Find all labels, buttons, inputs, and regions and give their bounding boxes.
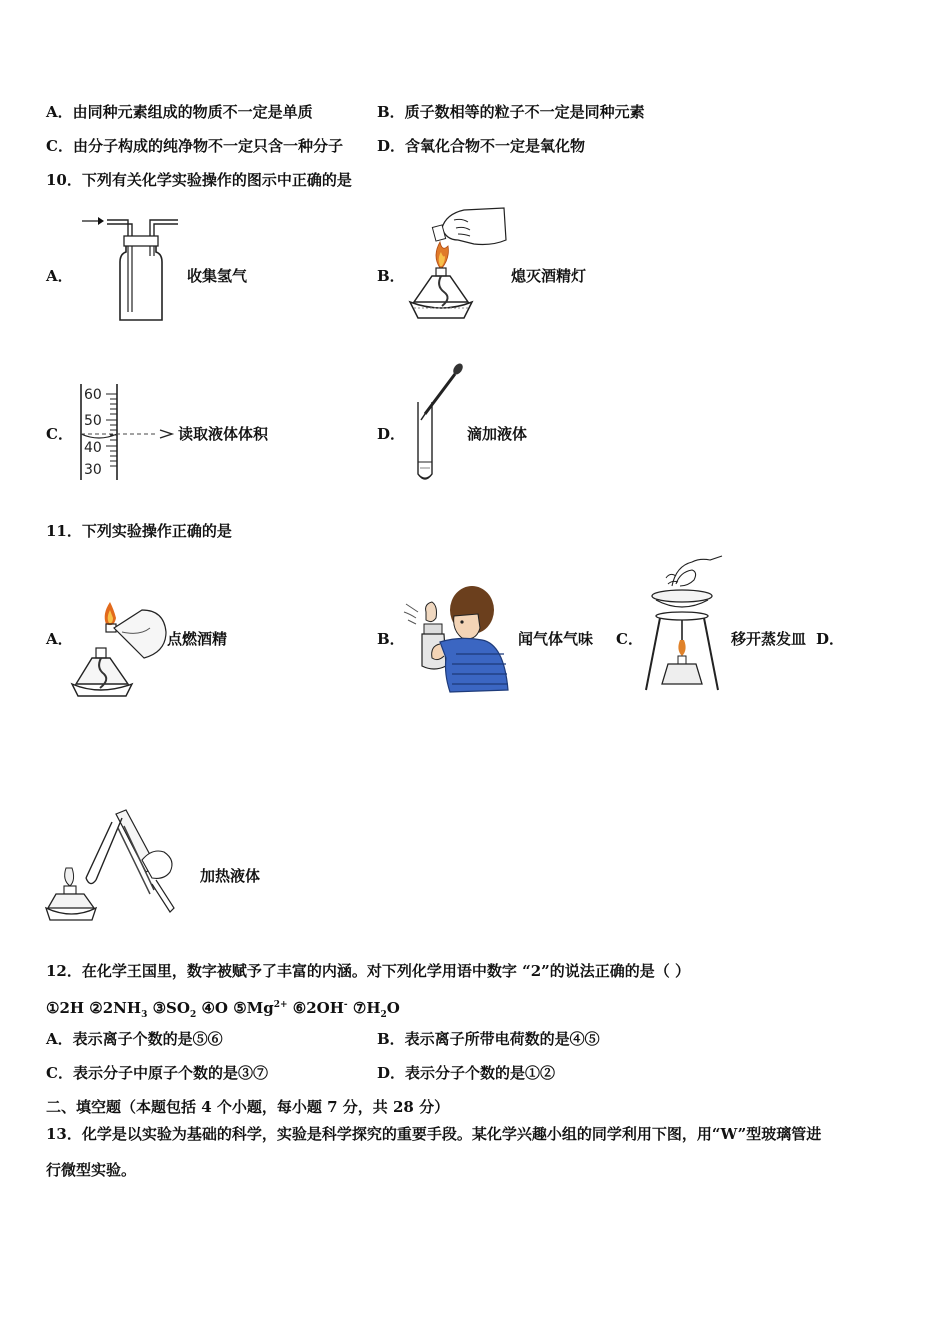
q10-b-caption: 熄灭酒精灯 — [511, 267, 587, 285]
q12-option-c: C．表示分子中原子个数的是③⑦ — [46, 1064, 268, 1082]
q10-c-caption: 读取液体体积 — [178, 425, 269, 443]
tick-label-30: 30 — [84, 462, 102, 478]
evaporating-dish-tripod-figure — [640, 556, 726, 698]
q11-d-letter: D． — [816, 630, 845, 648]
q11-b-letter: B． — [377, 630, 405, 648]
dropper-test-tube-figure — [410, 362, 470, 490]
q9-option-a: A．由同种元素组成的物质不一定是单质 — [46, 103, 313, 121]
q9-option-b: B．质子数相等的粒子不一定是同种元素 — [377, 103, 645, 121]
tick-label-60: 60 — [84, 387, 102, 403]
heating-test-tube-figure — [46, 808, 180, 928]
formula-3: $③SO_2$ — [152, 999, 197, 1020]
q12-formulas — [46, 995, 400, 1025]
tick-label-40: 40 — [84, 440, 102, 456]
formula-4: ④O — [201, 999, 228, 1017]
q11-d-caption: 加热液体 — [200, 867, 261, 885]
q12-stem: 12．在化学王国里，数字被赋予了丰富的内涵。对下列化学用语中数字 “2”的说法正确的是（ ） — [46, 962, 691, 980]
alcohol-lamp-blow-figure — [402, 206, 510, 328]
q13-line-2: 行微型实验。 — [46, 1161, 137, 1179]
q12-option-d: D．表示分子个数的是①② — [377, 1064, 556, 1082]
q10-a-caption: 收集氢气 — [187, 267, 248, 285]
q10-d-letter: D． — [377, 425, 406, 443]
two-lamps-lighting-figure — [70, 592, 170, 704]
q10-d-caption: 滴加液体 — [467, 425, 528, 443]
q10-a-letter: A． — [46, 267, 73, 285]
formula-6: ⑥2OH- — [292, 999, 348, 1017]
q9-option-c: C．由分子构成的纯净物不一定只含一种分子 — [46, 137, 343, 155]
q11-c-caption: 移开蒸发皿 — [731, 630, 807, 648]
q11-c-letter: C． — [616, 630, 643, 648]
q10-c-letter: C． — [46, 425, 73, 443]
section-heading: 二、填空题（本题包括 4 个小题，每小题 7 分，共 28 分） — [46, 1098, 450, 1116]
q12-option-b: B．表示离子所带电荷数的是④⑤ — [377, 1030, 600, 1048]
boy-smelling-gas-figure — [400, 584, 512, 698]
q11-stem: 11．下列实验操作正确的是 — [46, 522, 232, 540]
q10-b-letter: B． — [377, 267, 405, 285]
q11-b-caption: 闻气体气味 — [518, 630, 594, 648]
graduated-cylinder-figure — [76, 382, 180, 486]
q11-a-letter: A． — [46, 630, 73, 648]
q10-stem: 10．下列有关化学实验操作的图示中正确的是 — [46, 171, 352, 189]
formula-1: ①2H — [46, 999, 85, 1017]
q12-option-a: A．表示离子个数的是⑤⑥ — [46, 1030, 223, 1048]
formula-7: $⑦H_2O$ — [352, 999, 400, 1020]
q11-a-caption: 点燃酒精 — [167, 630, 228, 648]
q13-line-1: 13．化学是以实验为基础的科学，实验是科学探究的重要手段。某化学兴趣小组的同学利用下图，用“W”型玻璃管进 — [46, 1125, 822, 1143]
q9-option-d: D．含氧化合物不一定是氧化物 — [377, 137, 586, 155]
formula-5: $⑤Mg^{2+}$ — [233, 999, 288, 1017]
gas-collection-bottle-figure — [80, 212, 180, 328]
tick-label-50: 50 — [84, 413, 102, 429]
formula-2: $②2NH_3$ — [89, 999, 148, 1020]
